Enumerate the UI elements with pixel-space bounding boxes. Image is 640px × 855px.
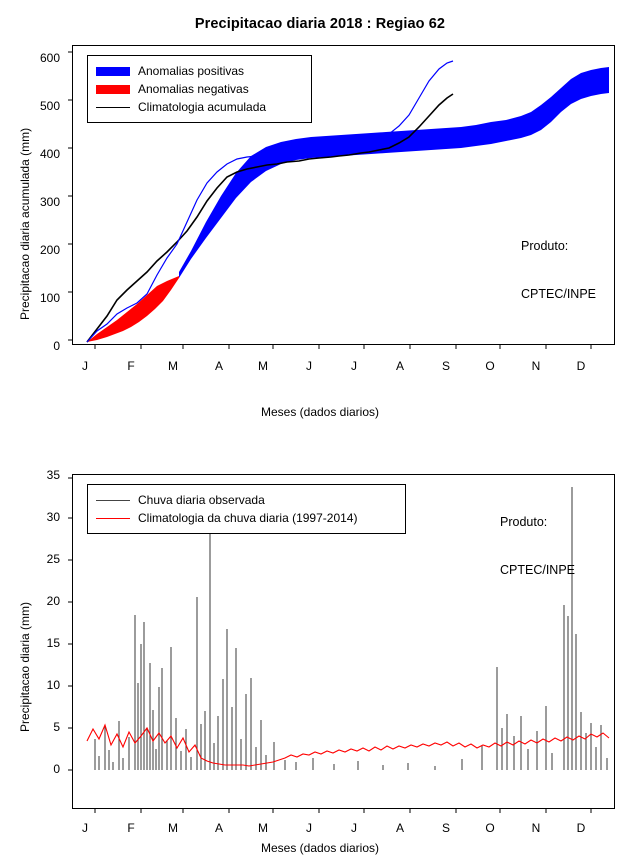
y-tick-top-3: 300 [39,195,60,209]
produto-line2-top: CPTEC/INPE [521,287,597,301]
y-tick-top-6: 600 [39,51,60,65]
y-tick-top-1: 100 [39,291,60,305]
legend-item-anomalias-negativas [96,80,301,98]
y-tick-bot-0: 0 [53,762,60,776]
x-tick-marks-top [95,344,591,349]
y-tick-bot-2: 10 [46,678,60,692]
climatology-daily-line [87,725,609,766]
x-tick-bot-11: D [576,821,586,835]
x-tick-bot-5: J [306,821,312,835]
legend-label-bot-0: Chuva diaria observada [138,493,265,507]
y-tick-marks-bottom [68,478,73,770]
x-tick-top-1: F [127,359,135,373]
legend-label-2: Climatologia acumulada [138,100,267,114]
y-tick-bot-3: 15 [46,636,60,650]
produto-annotation-top [521,206,596,334]
x-tick-bot-3: A [214,821,223,835]
x-tick-bot-10: N [531,821,541,835]
x-axis-label-bottom: Meses (dados diarios) [260,841,380,855]
page-title: Precipitacao diaria 2018 : Regiao 62 [194,16,446,32]
x-tick-top-2: M [168,359,178,373]
legend-label-1: Anomalias negativas [138,82,249,96]
produto-line2-bottom: CPTEC/INPE [500,563,576,577]
legend-swatch-negative-icon [96,85,130,94]
legend-swatch-positive-icon [96,67,130,76]
y-tick-top-4: 400 [39,147,60,161]
y-tick-bot-7: 35 [46,468,60,482]
x-axis-label-top: Meses (dados diarios) [260,405,380,419]
x-tick-top-7: A [395,359,404,373]
y-tick-bot-5: 25 [46,552,60,566]
y-tick-top-0: 0 [53,339,60,353]
x-tick-top-9: O [485,359,495,373]
x-tick-marks-bottom [95,808,591,813]
x-tick-bot-6: J [351,821,357,835]
legend-accumulated [87,55,312,123]
x-tick-top-4: M [258,359,268,373]
legend-item-climatologia-acumulada [96,98,301,116]
legend-swatch-observed-icon [96,500,130,501]
y-axis-label-bottom: Precipitacao diaria (mm) [18,601,32,732]
legend-item-chuva-observada [96,491,395,509]
x-tick-top-0: J [82,359,88,373]
x-tick-bot-4: M [258,821,268,835]
legend-swatch-climatology-icon [96,107,130,108]
y-axis-label-top: Precipitacao diaria acumulada (mm) [18,127,32,320]
x-tick-bot-9: O [485,821,495,835]
x-tick-top-8: S [441,359,450,373]
y-tick-top-2: 200 [39,243,60,257]
legend-item-anomalias-positivas [96,62,301,80]
x-tick-bot-1: F [127,821,135,835]
produto-line1-bottom: Produto: [500,515,548,529]
x-tick-bot-2: M [168,821,178,835]
x-tick-bot-8: S [441,821,450,835]
plot-area-accumulated [72,45,615,345]
legend-label-bot-1: Climatologia da chuva diaria (1997-2014) [138,511,358,525]
y-tick-bot-1: 5 [53,720,60,734]
x-tick-top-6: J [351,359,357,373]
x-tick-top-10: N [531,359,541,373]
legend-item-climatologia-diaria [96,509,395,527]
produto-line1-top: Produto: [521,239,569,253]
anomaly-negative-area [87,276,179,342]
x-tick-top-5: J [306,359,312,373]
legend-swatch-climatology-daily-icon [96,518,130,519]
y-tick-bot-4: 20 [46,594,60,608]
produto-annotation-bottom [500,482,575,610]
legend-daily [87,484,406,534]
panel-daily-precipitation [0,432,640,855]
x-tick-top-11: D [576,359,586,373]
x-tick-bot-7: A [395,821,404,835]
plot-area-daily [72,474,615,809]
x-tick-top-3: A [214,359,223,373]
y-tick-marks-top [68,52,73,340]
y-tick-top-5: 500 [39,99,60,113]
y-tick-bot-6: 30 [46,510,60,524]
x-tick-bot-0: J [82,821,88,835]
legend-label-0: Anomalias positivas [138,64,245,78]
